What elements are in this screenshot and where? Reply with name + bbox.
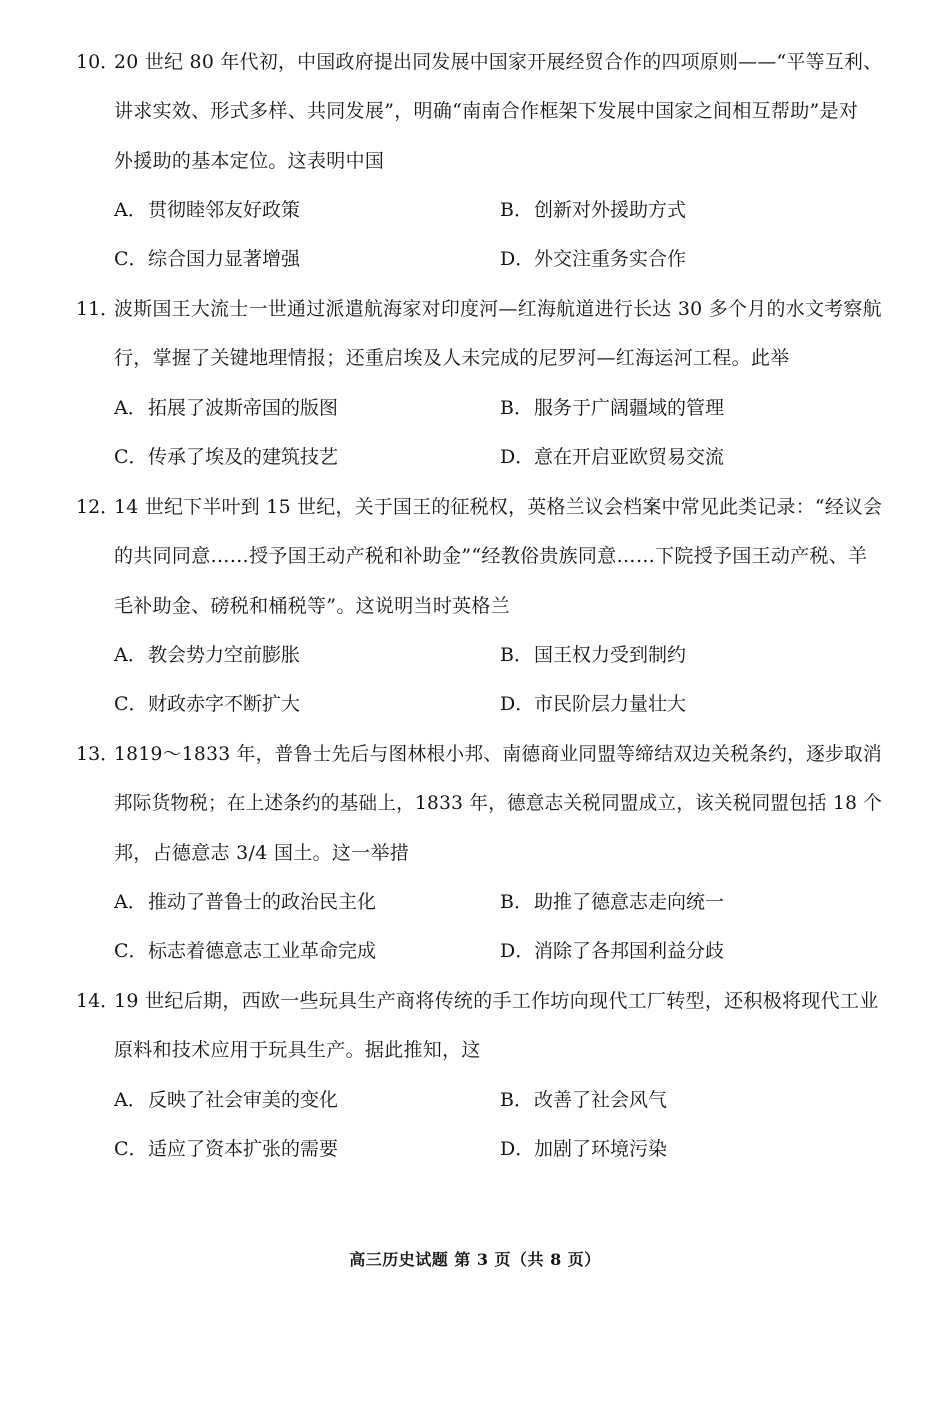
question-text-line: 19 世纪后期，西欧一些玩具生产商将传统的手工作坊向现代工厂转型，还积极将现代工业 xyxy=(114,990,879,1012)
question-text-line: 20 世纪 80 年代初，中国政府提出同发展中国家开展经贸合作的四项原则——“平等互利、 xyxy=(114,51,883,73)
question-number: 11． xyxy=(76,298,120,320)
question-number: 12． xyxy=(76,496,120,518)
option-a: A．贯彻睦邻友好政策 xyxy=(114,199,301,221)
question-text-line: 原料和技术应用于玩具生产。据此推知，这 xyxy=(114,1039,481,1061)
question-text-line: 外援助的基本定位。这表明中国 xyxy=(114,150,385,172)
option-a: A．反映了社会审美的变化 xyxy=(114,1089,339,1111)
option-d: D．外交注重务实合作 xyxy=(500,248,687,270)
option-b: B．改善了社会风气 xyxy=(500,1089,668,1111)
question-text-line: 邦，占德意志 3/4 国土。这一举措 xyxy=(114,842,410,864)
option-d: D．市民阶层力量壮大 xyxy=(500,693,687,715)
question-number: 13． xyxy=(76,743,120,765)
option-c: C．适应了资本扩张的需要 xyxy=(114,1138,339,1160)
option-a: A．教会势力空前膨胀 xyxy=(114,644,301,666)
option-d: D．意在开启亚欧贸易交流 xyxy=(500,446,725,468)
option-b: B．服务于广阔疆域的管理 xyxy=(500,397,725,419)
option-d: D．加剧了环境污染 xyxy=(500,1138,668,1160)
option-c: C．传承了埃及的建筑技艺 xyxy=(114,446,339,468)
question-text-line: 1819～1833 年，普鲁士先后与图林根小邦、南德商业同盟等缔结双边关税条约，逐步取消 xyxy=(114,743,882,765)
option-d: D．消除了各邦国利益分歧 xyxy=(500,940,725,962)
question-number: 10． xyxy=(76,51,120,73)
question-text-line: 的共同同意……授予国王动产税和补助金”“经教俗贵族同意……下院授予国王动产税、羊 xyxy=(114,545,868,567)
page-footer: 高三历史试题 第 3 页（共 8 页） xyxy=(349,1250,601,1269)
option-c: C．标志着德意志工业革命完成 xyxy=(114,940,377,962)
option-c: C．综合国力显著增强 xyxy=(114,248,301,270)
option-b: B．创新对外援助方式 xyxy=(500,199,687,221)
question-text-line: 14 世纪下半叶到 15 世纪，关于国王的征税权，英格兰议会档案中常见此类记录：“经议会 xyxy=(114,496,883,518)
option-c: C．财政赤字不断扩大 xyxy=(114,693,301,715)
question-text-line: 邦际货物税；在上述条约的基础上，1833 年，德意志关税同盟成立，该关税同盟包括 18 个 xyxy=(114,792,883,814)
question-text-line: 讲求实效、形式多样、共同发展”，明确“南南合作框架下发展中国家之间相互帮助”是对 xyxy=(114,100,859,122)
option-a: A．拓展了波斯帝国的版图 xyxy=(114,397,339,419)
option-b: B．助推了德意志走向统一 xyxy=(500,891,725,913)
question-text-line: 行，掌握了关键地理情报；还重启埃及人未完成的尼罗河—红海运河工程。此举 xyxy=(114,347,790,369)
option-a: A．推动了普鲁士的政治民主化 xyxy=(114,891,377,913)
question-text-line: 毛补助金、磅税和桶税等”。这说明当时英格兰 xyxy=(114,595,511,617)
option-b: B．国王权力受到制约 xyxy=(500,644,687,666)
question-text-line: 波斯国王大流士一世通过派遣航海家对印度河—红海航道进行长达 30 多个月的水文考察航 xyxy=(114,298,882,320)
question-number: 14． xyxy=(76,990,120,1012)
